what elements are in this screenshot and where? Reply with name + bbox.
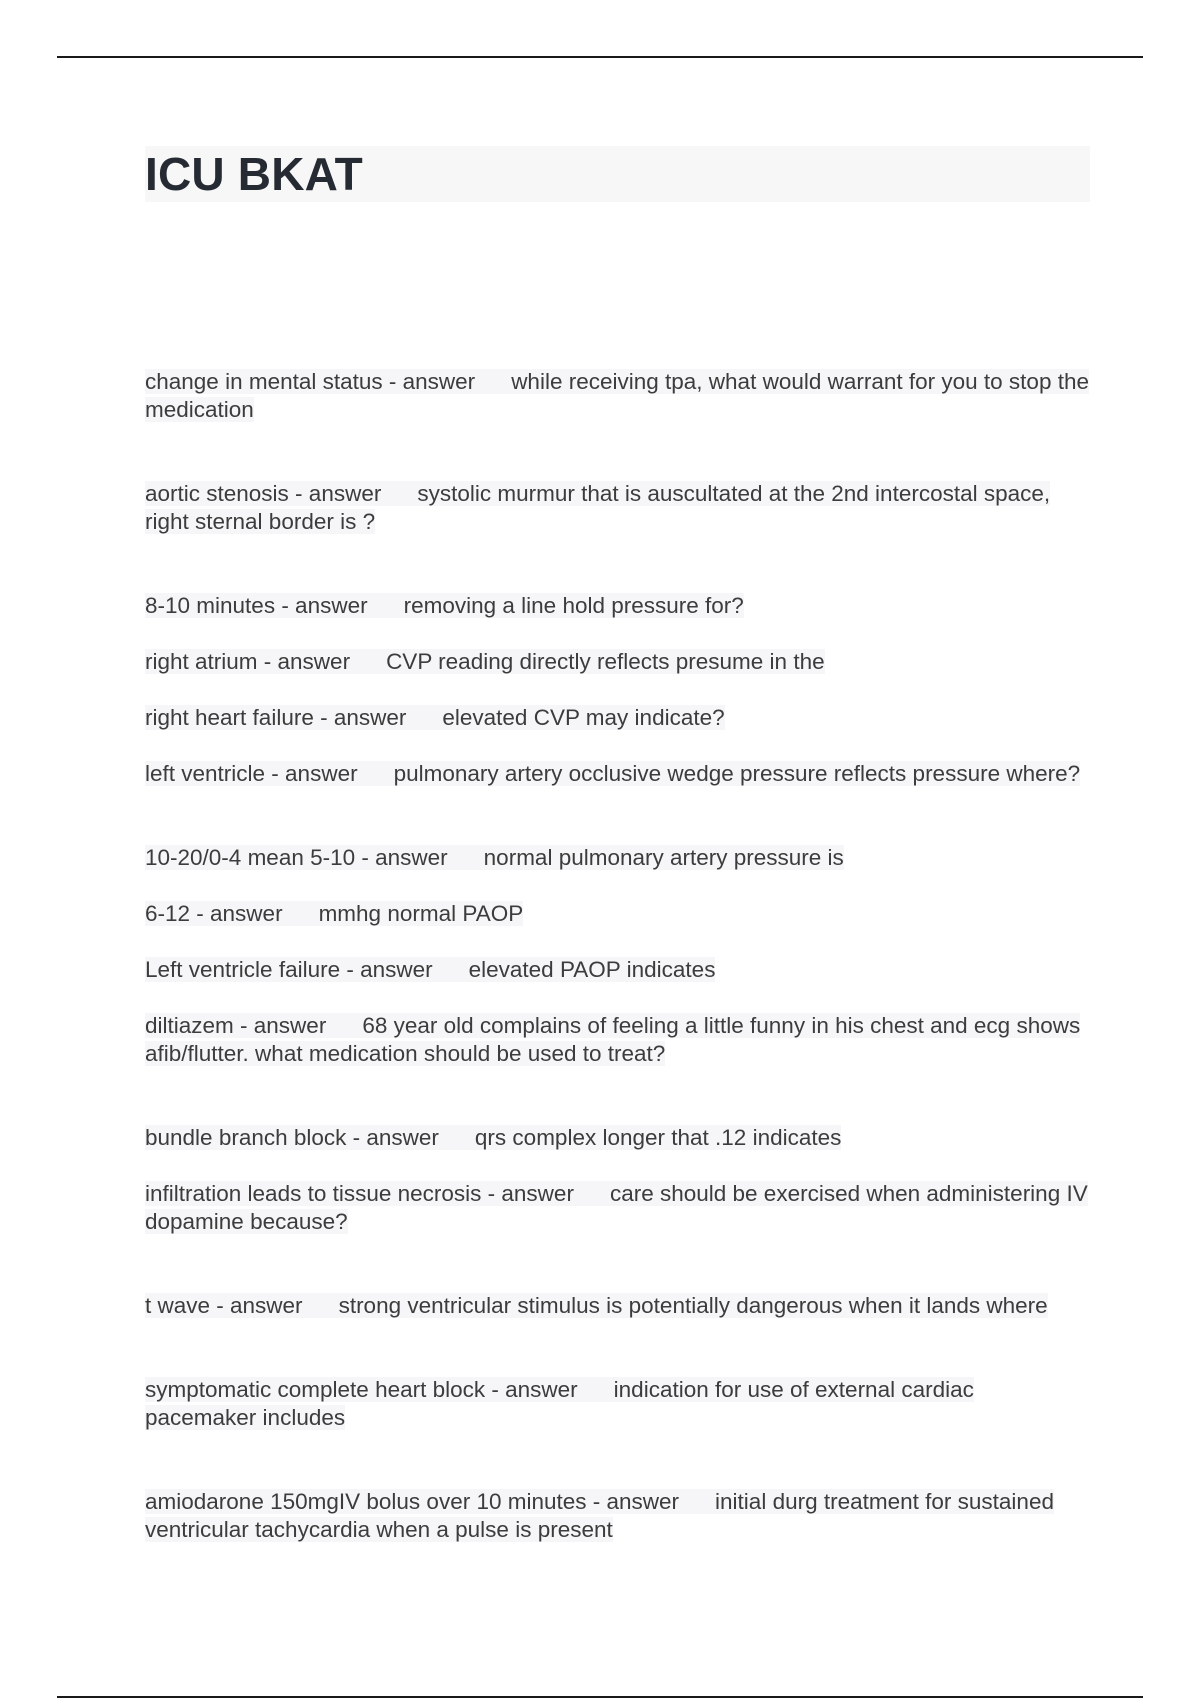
flashcard-question: strong ventricular stimulus is potentially dangerous when it lands where — [338, 1293, 1048, 1318]
flashcard-question: qrs complex longer that .12 indicates — [474, 1125, 842, 1150]
flashcard-answer: diltiazem - answer — [145, 1013, 327, 1038]
flashcard-item — [145, 592, 1090, 620]
flashcard-item — [145, 1292, 1090, 1320]
flashcard-answer: 6-12 - answer — [145, 901, 283, 926]
flashcard-item — [145, 368, 1090, 424]
flashcard-question: while receiving tpa, what would warrant for you to stop the medication — [145, 369, 1089, 422]
flashcard-item — [145, 1488, 1090, 1544]
flashcard-answer: right heart failure - answer — [145, 705, 407, 730]
flashcard-item — [145, 1124, 1090, 1152]
flashcard-list — [145, 368, 1090, 1544]
flashcard-item — [145, 900, 1090, 928]
flashcard-item — [145, 956, 1090, 984]
flashcard-item — [145, 760, 1090, 788]
flashcard-question: removing a line hold pressure for? — [403, 593, 744, 618]
flashcard-item — [145, 1376, 1090, 1432]
flashcard-answer: amiodarone 150mgIV bolus over 10 minutes - answer — [145, 1489, 680, 1514]
flashcard-question: mmhg normal PAOP — [318, 901, 524, 926]
bottom-rule — [57, 1696, 1143, 1698]
flashcard-answer: symptomatic complete heart block - answer — [145, 1377, 578, 1402]
flashcard-item — [145, 844, 1090, 872]
flashcard-answer: Left ventricle failure - answer — [145, 957, 433, 982]
flashcard-question: indication for use of external cardiac pacemaker includes — [145, 1377, 974, 1430]
flashcard-question: CVP reading directly reflects presume in the — [386, 649, 825, 674]
page-title: ICU BKAT — [145, 148, 363, 200]
flashcard-question: care should be exercised when administering IV dopamine because? — [145, 1181, 1088, 1234]
flashcard-answer: t wave - answer — [145, 1293, 303, 1318]
flashcard-answer: change in mental status - answer — [145, 369, 476, 394]
flashcard-item — [145, 480, 1090, 536]
flashcard-answer: right atrium - answer — [145, 649, 351, 674]
flashcard-answer: 8-10 minutes - answer — [145, 593, 368, 618]
flashcard-answer: left ventricle - answer — [145, 761, 358, 786]
flashcard-answer: bundle branch block - answer — [145, 1125, 439, 1150]
flashcard-item — [145, 648, 1090, 676]
flashcard-question: initial durg treatment for sustained ventricular tachycardia when a pulse is present — [145, 1489, 1054, 1542]
flashcard-item — [145, 1180, 1090, 1236]
flashcard-question: normal pulmonary artery pressure is — [483, 845, 844, 870]
top-rule — [57, 56, 1143, 58]
flashcard-item — [145, 704, 1090, 732]
flashcard-answer: aortic stenosis - answer — [145, 481, 382, 506]
flashcard-item — [145, 1012, 1090, 1068]
flashcard-question: elevated PAOP indicates — [468, 957, 716, 982]
flashcard-question: elevated CVP may indicate? — [442, 705, 725, 730]
flashcard-answer: 10-20/0-4 mean 5-10 - answer — [145, 845, 448, 870]
flashcard-question: systolic murmur that is auscultated at the 2nd intercostal space, right sternal border is ? — [145, 481, 1051, 534]
flashcard-question: 68 year old complains of feeling a little funny in his chest and ecg shows afib/flutter. what medication should be used to treat? — [145, 1013, 1081, 1066]
flashcard-question: pulmonary artery occlusive wedge pressure reflects pressure where? — [393, 761, 1081, 786]
flashcard-answer: infiltration leads to tissue necrosis - answer — [145, 1181, 574, 1206]
